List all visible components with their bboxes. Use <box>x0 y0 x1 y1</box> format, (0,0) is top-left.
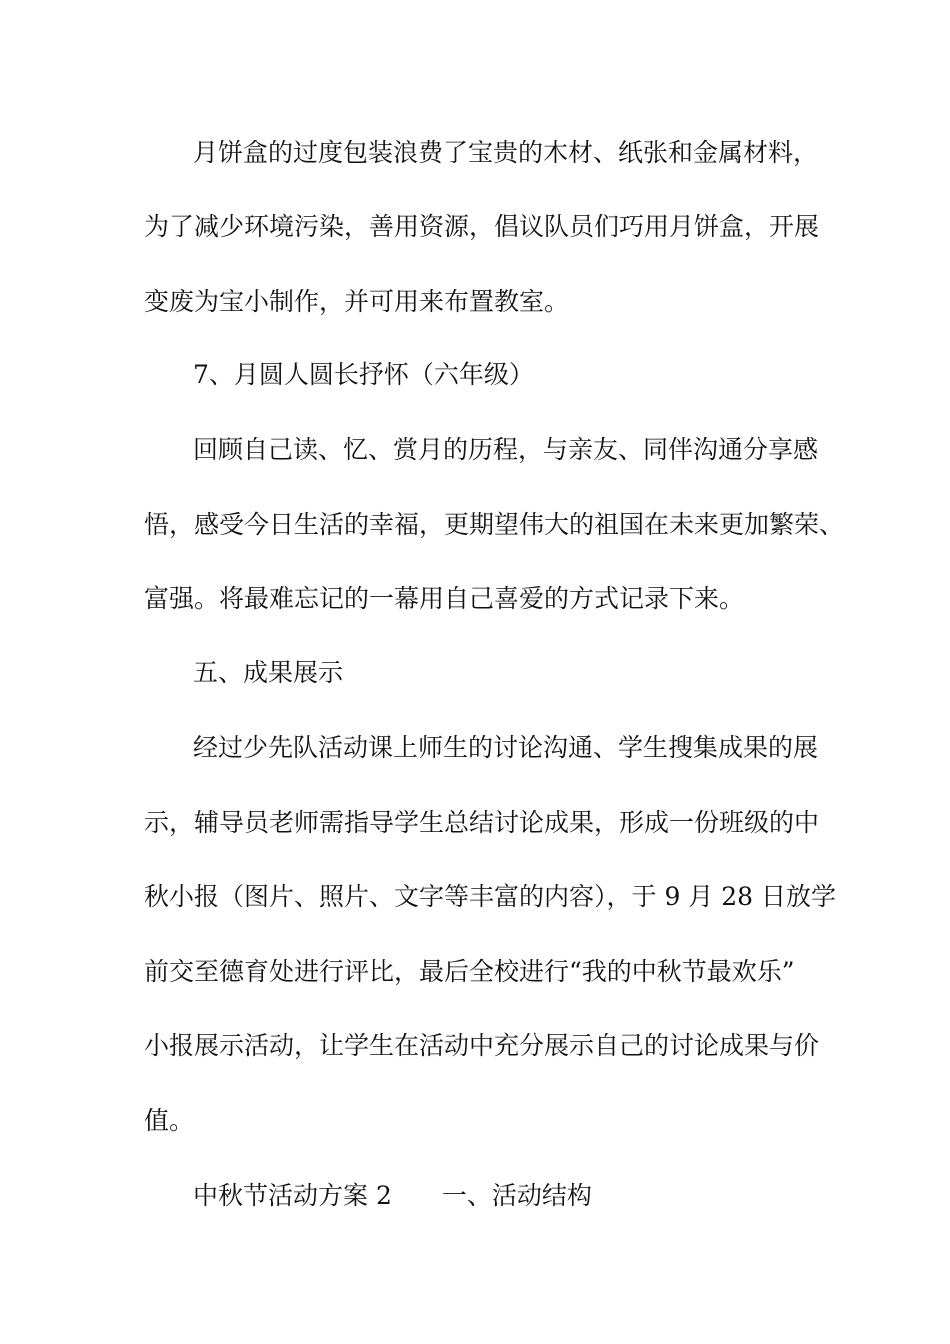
paragraph-line: 富强。将最难忘记的一幕用自己喜爱的方式记录下来。 <box>144 584 745 613</box>
section-heading: 7、月圆人圆长抒怀（六年级） <box>193 360 534 389</box>
paragraph-line: 悟，感受今日生活的幸福，更期望伟大的祖国在未来更加繁荣、 <box>144 510 845 539</box>
section-heading: 五、成果展示 <box>193 658 344 687</box>
section-heading: 中秋节活动方案 2 一、活动结构 <box>193 1181 592 1210</box>
paragraph-line: 示，辅导员老师需指导学生总结讨论成果，形成一份班级的中 <box>144 808 820 837</box>
paragraph-line: 为了减少环境污染，善用资源，倡议队员们巧用月饼盒，开展 <box>144 212 820 241</box>
paragraph-line: 秋小报（图片、照片、文字等丰富的内容），于 9 月 28 日放学 <box>144 882 837 911</box>
paragraph-line: 经过少先队活动课上师生的讨论沟通、学生搜集成果的展 <box>193 733 819 762</box>
paragraph-line: 月饼盒的过度包装浪费了宝贵的木材、纸张和金属材料， <box>193 138 819 167</box>
paragraph-line: 值。 <box>144 1106 195 1135</box>
paragraph-line: 前交至德育处进行评比，最后全校进行“我的中秋节最欢乐” <box>144 957 795 986</box>
paragraph-line: 小报展示活动，让学生在活动中充分展示自己的讨论成果与价 <box>144 1031 820 1060</box>
paragraph-line: 回顾自己读、忆、赏月的历程，与亲友、同伴沟通分享感 <box>193 435 819 464</box>
paragraph-line: 变废为宝小制作，并可用来布置教室。 <box>144 287 570 316</box>
